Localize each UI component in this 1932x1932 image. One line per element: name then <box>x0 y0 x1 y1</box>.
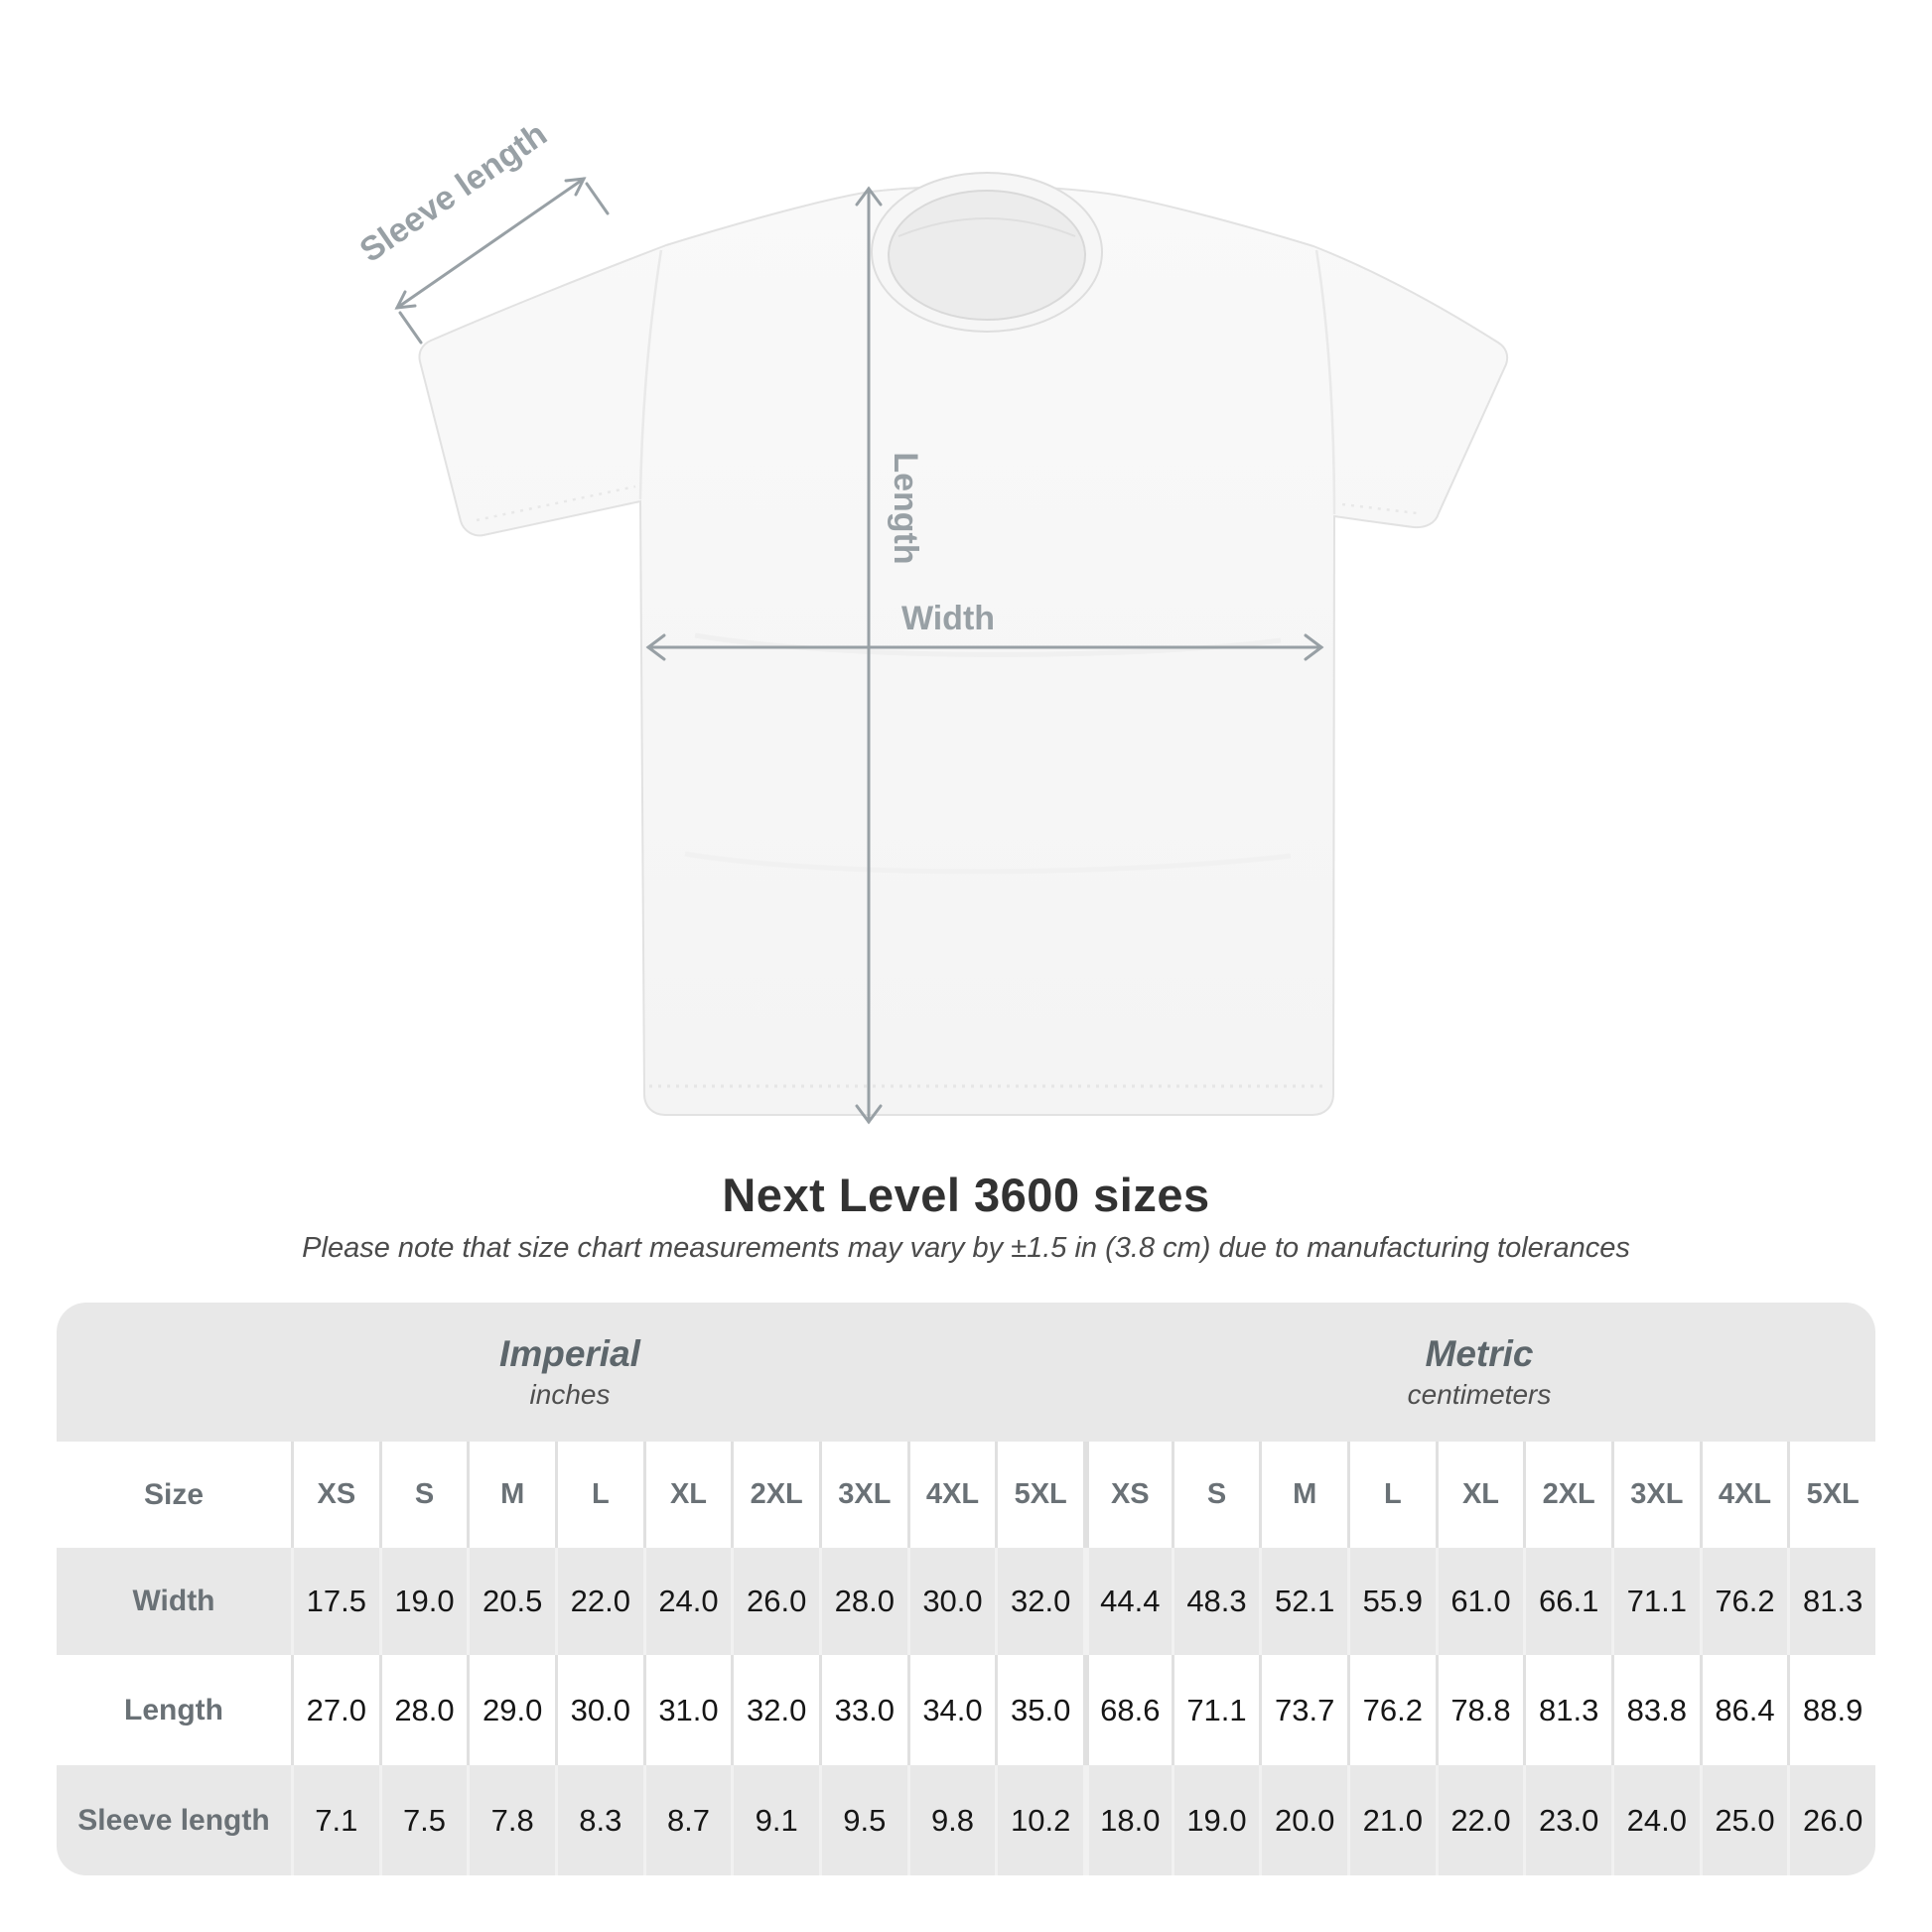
length-metric-cell: 88.9 <box>1787 1655 1875 1765</box>
width-imperial-cell: 19.0 <box>379 1548 468 1655</box>
collar-opening <box>889 191 1085 320</box>
length-imperial-cell: 28.0 <box>379 1655 468 1765</box>
size-col-header: XS <box>291 1442 379 1548</box>
metric-group-unit: centimeters <box>1407 1379 1552 1410</box>
size-col-header: S <box>1172 1442 1260 1548</box>
size-col-header: 3XL <box>819 1442 907 1548</box>
size-col-header: XL <box>643 1442 732 1548</box>
row-label-width: Width <box>132 1585 215 1617</box>
size-col-header: L <box>555 1442 643 1548</box>
width-metric-cell: 81.3 <box>1787 1548 1875 1655</box>
sleeve-imperial-cell: 8.7 <box>643 1765 732 1875</box>
length-imperial-cell: 34.0 <box>907 1655 996 1765</box>
width-imperial-cell: 26.0 <box>731 1548 819 1655</box>
length-imperial-cell: 27.0 <box>291 1655 379 1765</box>
sleeve-length-row <box>57 1765 1875 1875</box>
tshirt-illustration <box>419 173 1507 1115</box>
width-imperial-cell: 30.0 <box>907 1548 996 1655</box>
length-metric-cell: 71.1 <box>1172 1655 1260 1765</box>
size-col-header: 5XL <box>995 1442 1083 1548</box>
size-col-header: 2XL <box>1523 1442 1611 1548</box>
sleeve-metric-cell: 26.0 <box>1787 1765 1875 1875</box>
unit-group-header-row <box>57 1303 1875 1442</box>
sleeve-imperial-cell: 10.2 <box>995 1765 1083 1875</box>
size-table <box>57 1303 1875 1875</box>
length-imperial-cell: 32.0 <box>731 1655 819 1765</box>
width-row <box>57 1548 1875 1655</box>
length-metric-cell: 83.8 <box>1611 1655 1700 1765</box>
width-imperial-cell: 17.5 <box>291 1548 379 1655</box>
width-imperial-cell: 28.0 <box>819 1548 907 1655</box>
width-imperial-cell: 32.0 <box>995 1548 1083 1655</box>
imperial-group-header <box>57 1303 1083 1442</box>
sleeve-imperial-cell: 9.1 <box>731 1765 819 1875</box>
size-col-header: XS <box>1083 1442 1172 1548</box>
size-header-row <box>57 1442 1875 1548</box>
length-row <box>57 1655 1875 1765</box>
sleeve-imperial-cell: 7.8 <box>467 1765 555 1875</box>
sleeve-imperial-cell: 8.3 <box>555 1765 643 1875</box>
sleeve-metric-cell: 19.0 <box>1172 1765 1260 1875</box>
size-col-header: M <box>1259 1442 1347 1548</box>
size-col-header: M <box>467 1442 555 1548</box>
sleeve-length-label: Sleeve length <box>352 115 554 270</box>
length-imperial-cell: 33.0 <box>819 1655 907 1765</box>
width-imperial-cell: 24.0 <box>643 1548 732 1655</box>
sleeve-imperial-cell: 7.5 <box>379 1765 468 1875</box>
size-col-header: XL <box>1436 1442 1524 1548</box>
width-imperial-cell: 22.0 <box>555 1548 643 1655</box>
imperial-group-unit: inches <box>529 1379 611 1410</box>
metric-group-header <box>1083 1303 1875 1442</box>
sleeve-metric-cell: 23.0 <box>1523 1765 1611 1875</box>
length-metric-cell: 76.2 <box>1347 1655 1436 1765</box>
metric-group-name: Metric <box>1425 1333 1534 1374</box>
length-label: Length <box>887 452 924 565</box>
size-col-header: 2XL <box>731 1442 819 1548</box>
width-label: Width <box>900 600 996 637</box>
length-metric-cell: 86.4 <box>1700 1655 1788 1765</box>
page-title: Next Level 3600 sizes <box>722 1169 1210 1221</box>
sleeve-metric-cell: 25.0 <box>1700 1765 1788 1875</box>
size-col-header: S <box>379 1442 468 1548</box>
size-col-header: 5XL <box>1787 1442 1875 1548</box>
width-metric-cell: 66.1 <box>1523 1548 1611 1655</box>
row-label-length: Length <box>124 1693 223 1726</box>
length-metric-cell: 68.6 <box>1083 1655 1172 1765</box>
width-metric-cell: 44.4 <box>1083 1548 1172 1655</box>
row-label-sleeve-length: Sleeve length <box>77 1803 270 1837</box>
width-metric-cell: 61.0 <box>1436 1548 1524 1655</box>
length-imperial-cell: 29.0 <box>467 1655 555 1765</box>
sleeve-imperial-cell: 9.8 <box>907 1765 996 1875</box>
width-metric-cell: 48.3 <box>1172 1548 1260 1655</box>
length-metric-cell: 78.8 <box>1436 1655 1524 1765</box>
length-imperial-cell: 35.0 <box>995 1655 1083 1765</box>
width-metric-cell: 55.9 <box>1347 1548 1436 1655</box>
imperial-group-name: Imperial <box>499 1333 640 1374</box>
size-col-header: L <box>1347 1442 1436 1548</box>
width-metric-cell: 76.2 <box>1700 1548 1788 1655</box>
sleeve-imperial-cell: 7.1 <box>291 1765 379 1875</box>
sleeve-imperial-cell: 9.5 <box>819 1765 907 1875</box>
width-metric-cell: 52.1 <box>1259 1548 1347 1655</box>
length-imperial-cell: 30.0 <box>555 1655 643 1765</box>
width-metric-cell: 71.1 <box>1611 1548 1700 1655</box>
size-col-header: 4XL <box>907 1442 996 1548</box>
length-metric-cell: 81.3 <box>1523 1655 1611 1765</box>
length-metric-cell: 73.7 <box>1259 1655 1347 1765</box>
page-subtitle: Please note that size chart measurements may vary by ±1.5 in (3.8 cm) due to manufacturing tolerances <box>302 1232 1630 1264</box>
size-corner-header: Size <box>143 1477 205 1511</box>
width-imperial-cell: 20.5 <box>467 1548 555 1655</box>
length-imperial-cell: 31.0 <box>643 1655 732 1765</box>
sleeve-metric-cell: 18.0 <box>1083 1765 1172 1875</box>
sleeve-metric-cell: 24.0 <box>1611 1765 1700 1875</box>
size-col-header: 4XL <box>1700 1442 1788 1548</box>
sleeve-metric-cell: 21.0 <box>1347 1765 1436 1875</box>
sleeve-metric-cell: 20.0 <box>1259 1765 1347 1875</box>
sleeve-metric-cell: 22.0 <box>1436 1765 1524 1875</box>
size-col-header: 3XL <box>1611 1442 1700 1548</box>
